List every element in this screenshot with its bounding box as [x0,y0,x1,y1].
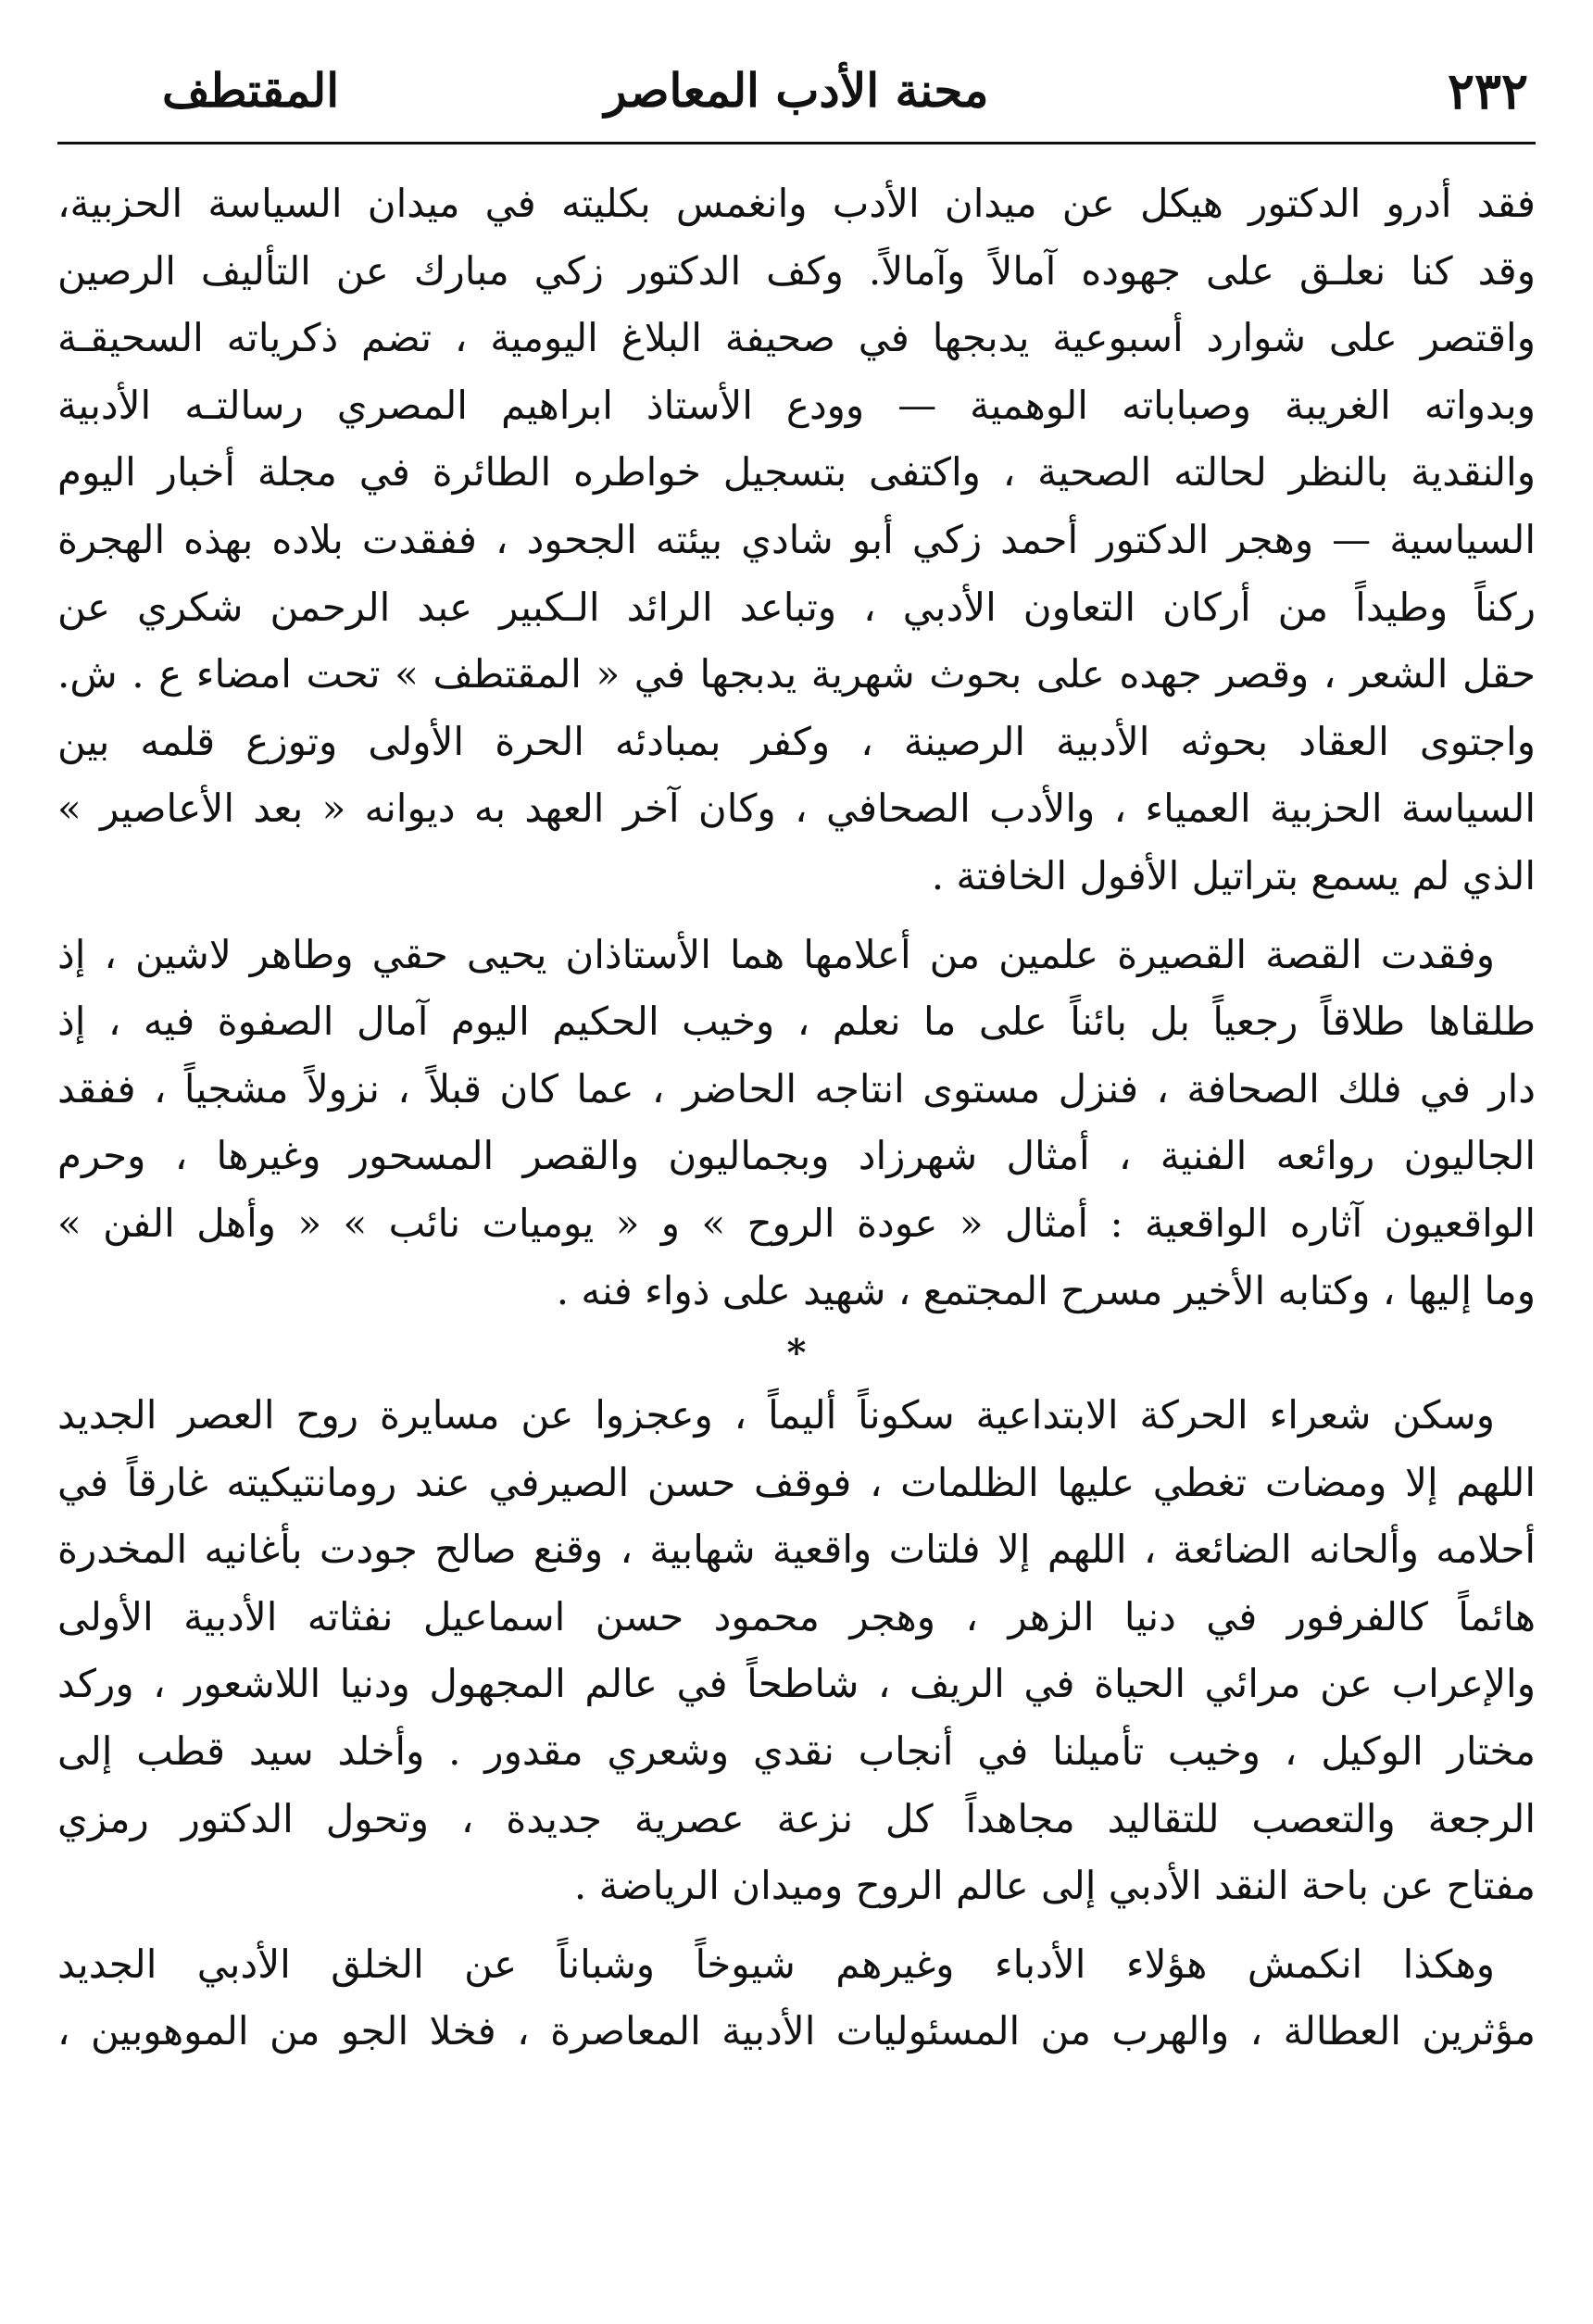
article-title: محنة الأدب المعاصر [604,63,989,118]
text-line: وسكن شعراء الحركة الابتداعية سكوناً أليماً ، وعجزوا عن مسايرة روح العصر الجديد [57,1392,1495,1438]
body-text [57,170,1536,2066]
text-line: السياسة الحزبية العمياء ، والأدب الصحافي ، وكان آخر العهد به ديوانه « بعد الأعاصير » [57,785,1536,832]
text-line: ركناً وطيداً من أركان التعاون الأدبي ، وتباعد الرائد الـكبير عبد الرحمن شكري عن [57,584,1536,630]
text-line: والنقدية بالنظر لحالته الصحية ، واكتفى بتسجيل خواطره الطائرة في مجلة أخبار اليوم [57,449,1536,496]
text-line: هائماً كالفرفور في دنيا الزهر ، وهجر محمود حسن اسماعيل نفثاته الأدبية الأولى [57,1593,1536,1639]
text-line: وهكذا انكمش هؤلاء الأدباء وغيرهم شيوخاً وشباناً عن الخلق الأدبي الجديد [57,1941,1495,1987]
text-line: واقتصر على شوارد أسبوعية يدبجها في صحيفة البلاغ اليومية ، تضم ذكرياته السحيقـة [57,315,1536,361]
text-line: مؤثرين العطالة ، والهرب من المسئوليات الأدبية المعاصرة ، فخلا الجو من الموهوبين ، [57,2008,1536,2054]
paragraph-2 [57,922,1536,1325]
text-line: وفقدت القصة القصيرة علمين من أعلامها هما الأستاذان يحيى حقي وطاهر لاشين ، إذ [57,931,1495,977]
text-line: وما إليها ، وكتابه الأخير مسرح المجتمع ، شهيد على ذواء فنه . [556,1267,1536,1313]
text-line: الرجعة والتعصب للتقاليد مجاهداً كل نزعة عصرية جديدة ، وتحول الدكتور رمزي [57,1795,1536,1841]
text-line: مختار الوكيل ، وخيب تأميلنا في أنجاب نقدي وشعري مقدور . وأخلد سيد قطب إلى [57,1728,1536,1775]
text-line: السياسية — وهجر الدكتور أحمد زكي أبو شادي بيئته الجحود ، ففقدت بلاده بهذه الهجرة [57,516,1536,562]
paragraph-3 [57,1382,1536,1920]
text-line: الجاليون روائعه الفنية ، أمثال شهرزاد وبجماليون والقصر المسحور وغيرها ، وحرم [57,1133,1536,1179]
text-line: اللهم إلا ومضات تغطي عليها الظلمات ، فوقف حسن الصيرفي عند رومانتيكيته غارقاً في [57,1459,1536,1505]
running-head [65,54,1528,128]
journal-name: المقتطف [162,63,340,118]
section-separator: * [786,1331,807,1376]
header-rule [57,142,1536,144]
text-line: فقد أدرو الدكتور هيكل عن ميدان الأدب وانغمس بكليته في ميدان السياسة الحزبية، [57,181,1536,226]
paragraph-4 [57,1931,1536,2066]
text-line: الواقعيون آثاره الواقعية : أمثال « عودة الروح » و « يوميات نائب » « وأهل الفن » [57,1200,1536,1246]
page-number: ٢٣٢ [1447,61,1528,120]
text-line: وبدواته الغريبة وصباباته الوهمية — وودع الأستاذ ابراهيم المصري رسالتـه الأدبية [57,382,1536,428]
text-line: مفتاح عن باحة النقد الأدبي إلى عالم الروح وميدان الرياضة . [573,1863,1536,1909]
text-line: الذي لم يسمع بتراتيل الأفول الخافتة . [931,852,1536,898]
text-line: حقل الشعر ، وقصر جهده على بحوث شهرية يدبجها في « المقتطف » تحت امضاء ع . ش. [57,651,1536,697]
text-line: أحلامه وألحانه الضائعة ، اللهم إلا فلتات واقعية شهابية ، وقنع صالح جودت بأغانيه المخدرة [57,1526,1536,1573]
paragraph-1 [57,170,1536,911]
text-line: واجتوى العقاد بحوثه الأدبية الرصينة ، وكفر بمبادئه الحرة الأولى وتوزع قلمه بين [57,718,1536,764]
text-line: دار في فلك الصحافة ، فنزل مستوى انتاجه الحاضر ، عما كان قبلاً ، نزولاً مشجياً ، ففقد [57,1065,1536,1112]
text-line: طلقاها طلاقاً رجعياً بل بائناً على ما نعلم ، وخيب الحكيم اليوم آمال الصفوة فيه ، إذ [57,999,1536,1045]
text-line: وقد كنا نعلـق على جهوده آمالاً وآمالاً. وكف الدكتور زكي مبارك عن التأليف الرصين [57,247,1536,294]
text-line: والإعراب عن مرائي الحياة في الريف ، شاطحاً في عالم المجهول ودنيا اللاشعور ، وركد [57,1661,1536,1707]
